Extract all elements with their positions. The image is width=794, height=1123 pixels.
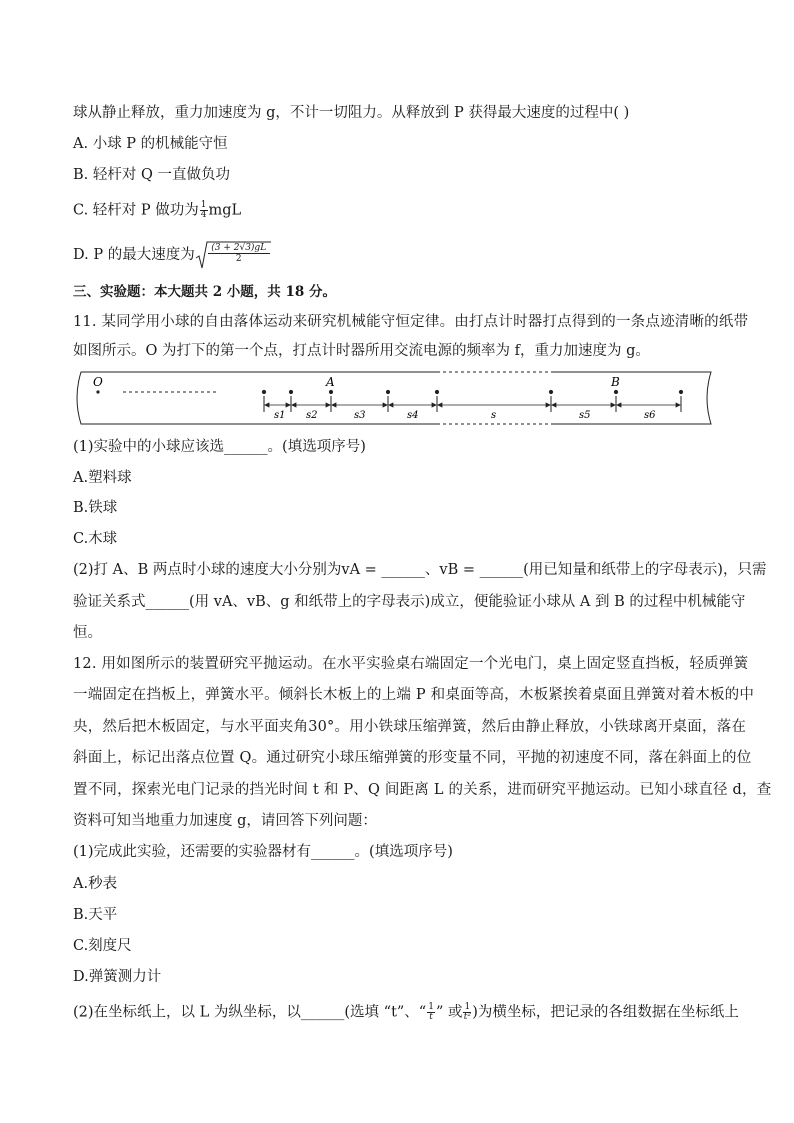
q11-part2-line-2: 验证关系式______(用 vA、vB、g 和纸带上的字母表示)成立，便能验证小球从 A 到 B 的过程中机械能守: [73, 594, 746, 610]
tape-point-O: [96, 390, 99, 393]
q12-part1-option-d: D.弹簧测力计: [73, 969, 162, 985]
q12-part1-option-a: A.秒表: [73, 876, 118, 892]
seg-label-s4: s4: [407, 410, 419, 421]
q12-part1-option-b: B.天平: [73, 907, 118, 923]
tape-segment-arrows: [265, 403, 680, 407]
q10-option-c-fraction: [200, 201, 208, 220]
tape-label-A: A: [326, 375, 335, 389]
seg-label-s5: s5: [579, 410, 591, 421]
q10-option-a: A. 小球 P 的机械能守恒: [73, 136, 228, 152]
fraction-denominator: t: [429, 1012, 433, 1022]
q12-part1: (1)完成此实验，还需要的实验器材有______。(填选项序号): [73, 844, 453, 860]
sqrt-expression: [195, 240, 271, 270]
q11-part2-line-3: 恒。: [73, 625, 102, 641]
q10-stem-tail: 球从静止释放，重力加速度为 g，不计一切阻力。从释放到 P 获得最大速度的过程中( ): [73, 105, 630, 121]
fraction-denominator: t²: [463, 1012, 471, 1022]
q11-part1-option-a: A.塑料球: [73, 470, 132, 486]
q12-part2-text-b: ” 或: [435, 1004, 463, 1021]
q10-option-d: [73, 240, 723, 270]
q11-part1: (1)实验中的小球应该选______。(填选项序号): [73, 439, 366, 455]
paper-tape-figure: [73, 368, 723, 428]
seg-label-s3: s3: [354, 410, 366, 421]
q10-option-d-prefix: D. P 的最大速度为: [73, 247, 195, 263]
q11-part2-velocities: vA = ______、vB = ______: [341, 562, 524, 578]
fraction-denominator: 4: [200, 210, 207, 220]
q11-part2-line-1: [73, 561, 767, 579]
q12-line-6: 资料可知当地重力加速度 g，请回答下列问题：: [73, 813, 377, 829]
q12-part1-option-c: C.刻度尺: [73, 938, 132, 954]
q11-part1-option-c: C.木球: [73, 531, 118, 547]
sqrt-denominator: 2: [235, 254, 242, 264]
q12-part2-fraction-1: [427, 1003, 435, 1022]
q10-option-c: [73, 201, 723, 220]
q10-option-b: B. 轻杆对 Q 一直做负功: [73, 167, 230, 183]
sqrt-numerator: (3 + 2√3)gL: [208, 243, 270, 254]
q12-line-4: 斜面上，标记出落点位置 Q。通过研究小球压缩弹簧的形变量不同，平抛的初速度不同，落在斜面上的位: [73, 750, 752, 766]
q12-line-5: 置不同，探索光电门记录的挡光时间 t 和 P、Q 间距离 L 的关系，进而研究平抛运动。已知小球直径 d，查: [73, 782, 772, 798]
tape-points: [262, 390, 682, 412]
q12-line-2: 一端固定在挡板上，弹簧水平。倾斜长木板上的上端 P 和桌面等高，木板紧挨着桌面且弹簧对着木板的中: [73, 687, 755, 703]
seg-label-s1: s1: [274, 410, 286, 421]
section-title: 三、实验题：本大题共 2 小题，共 18 分。: [73, 284, 336, 300]
q10-option-c-suffix: mgL: [208, 202, 242, 219]
tape-label-O: O: [93, 375, 103, 389]
q12-part2-fraction-2: [463, 1003, 471, 1022]
seg-label-s6: s6: [644, 410, 656, 421]
seg-label-s2: s2: [306, 410, 318, 421]
q12-part2-text-a: (2)在坐标纸上，以 L 为纵坐标，以______(选填 “t”、“: [73, 1004, 427, 1021]
q12-line-3: 央，然后把木板固定，与水平面夹角30°。用小铁球压缩弹簧，然后由静止释放，小铁球离开桌面，落在: [73, 719, 747, 735]
fraction-numerator: 1: [428, 1002, 434, 1012]
q12-part2: [73, 1002, 739, 1022]
seg-label-s: s: [491, 410, 497, 421]
q12-line-1: 12. 用如图所示的装置研究平抛运动。在水平实验桌右端固定一个光电门，桌上固定竖直挡板，轻质弹簧: [73, 656, 749, 672]
tape-label-B: B: [611, 375, 620, 389]
q11-part2-text-a: (2)打 A、B 两点时小球的速度大小分别为: [73, 562, 342, 578]
q12-part2-text-c: )为横坐标，把记录的各组数据在坐标纸上: [472, 1004, 739, 1021]
sqrt-fraction: [208, 243, 270, 264]
q11-part1-option-b: B.铁球: [73, 500, 118, 516]
fraction-numerator: 1: [200, 200, 207, 210]
q11-line-2: 如图所示。O 为打下的第一个点，打点计时器所用交流电源的频率为 f，重力加速度为 g。: [73, 343, 650, 359]
q11-line-1: 11. 某同学用小球的自由落体运动来研究机械能守恒定律。由打点计时器打点得到的一条点迹清晰的纸带: [73, 314, 749, 330]
q10-option-c-prefix: C. 轻杆对 P 做功为: [73, 202, 199, 219]
q11-part2-text-b: (用已知量和纸带上的字母表示)，只需: [523, 562, 767, 578]
fraction-numerator: 1: [464, 1002, 471, 1012]
